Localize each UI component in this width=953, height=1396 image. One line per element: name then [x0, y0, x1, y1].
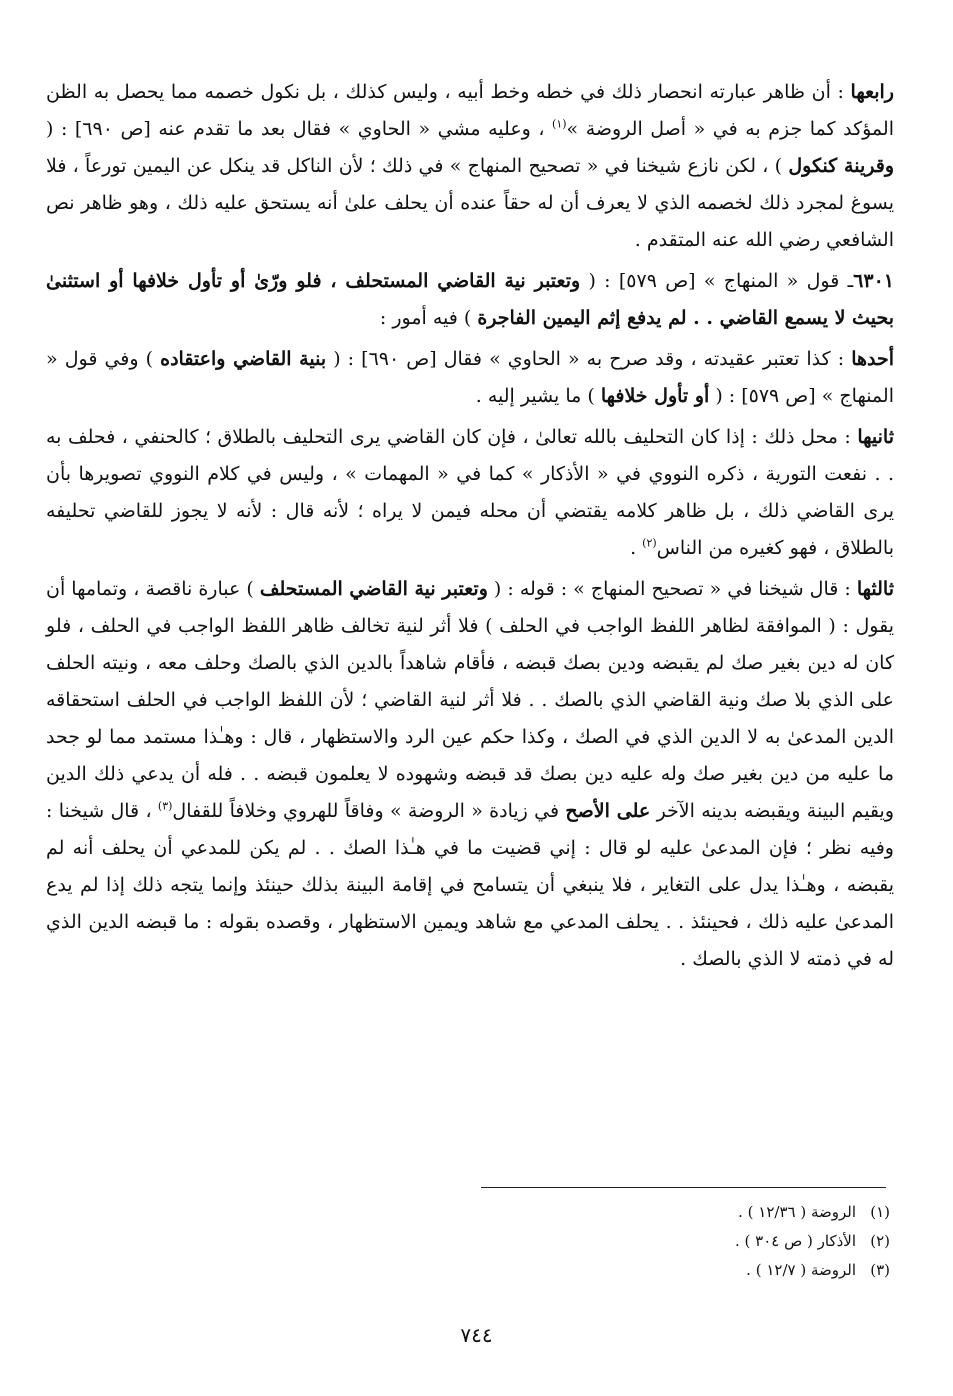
text-run: ) ، لكن نازع شيخنا في « تصحيح المنهاج » في ذلك ؛ لأن الناكل قد ينكل عن اليمين تورعاً ، فلا يسوغ لمجرد ذلك لخصمه الذي لا يعرف أن له حقاً عنده أن يحلف علىٰ أنه يستحق عليه ذلك ، وهو ظاهر نص الشافعي رضي الله عنه المتقدم . — [46, 155, 894, 251]
bold-text: ثانيها — [857, 426, 894, 448]
bold-text: وتعتبر نية القاضي المستحلف — [259, 578, 488, 600]
bold-text: أحدها — [851, 348, 894, 370]
footnote-number: (١) — [870, 1203, 890, 1221]
text-run: ) فيه أمور : — [379, 307, 478, 329]
paragraph — [46, 341, 894, 415]
footnote-ref: (١) — [552, 117, 567, 131]
footnote-number: (٣) — [870, 1261, 890, 1279]
text-run: . — [630, 537, 643, 559]
footnotes — [560, 1198, 890, 1285]
footnote-divider — [481, 1187, 886, 1188]
main-text — [46, 74, 894, 982]
footnote-text: الروضة ( ١٢/٧ ) . — [746, 1261, 856, 1279]
text-run: : أن ظاهر عبارته انحصار ذلك في خطه وخط أبيه ، وليس كذلك ، بل نكول خصمه مما يحصل به الظن المؤكد كما جزم به في « أصل الروضة » — [46, 81, 894, 140]
paragraph — [46, 263, 894, 337]
footnote-text: الأذكار ( ص ٣٠٤ ) . — [735, 1232, 856, 1250]
text-run: : قال شيخنا في « تصحيح المنهاج » : قوله : ( — [487, 578, 857, 600]
text-run: في زيادة « الروضة » وفاقاً للهروي وخلافاً للقفال — [172, 800, 566, 822]
footnote-number: (٢) — [870, 1232, 890, 1250]
paragraph — [46, 419, 894, 567]
page-number: ٧٤٤ — [460, 1323, 493, 1347]
bold-text: على الأصح — [565, 800, 651, 822]
footnote-text: الروضة ( ١٢/٣٦ ) . — [738, 1203, 856, 1221]
footnote — [560, 1256, 890, 1285]
text-run: : محل ذلك : إذا كان التحليف بالله تعالىٰ ، فإن كان القاضي يرى التحليف بالطلاق ؛ كالحنفي ، فحلف به . . نفعت التورية ، ذكره النووي في « الأذكار » كما في « المهمات » ، وليس في كلام النووي تصويرها بأن يرى القاضي ذلك ، بل ظاهر كلامه يقتضي أن محله فيمن لا يراه ؛ لأنه قال : لأنه لا يجوز للقاضي تحليفه بالطلاق ، فهو كغيره من الناس — [46, 426, 894, 559]
footnote — [560, 1227, 890, 1256]
bold-text: بنية القاضي واعتقاده — [160, 348, 327, 370]
footnote — [560, 1198, 890, 1227]
bold-text: وتعتبر نية القاضي المستحلف ، فلو ورّىٰ أو تأول خلافها أو استثنىٰ بحيث لا يسمع القاضي . . لم يدفع إثم اليمين الفاجرة — [46, 270, 894, 329]
paragraph — [46, 74, 894, 259]
footnote-ref: (٢) — [642, 536, 657, 550]
bold-text: أو تأول خلافها — [600, 385, 710, 407]
text-run: ، قال شيخنا : وفيه نظر ؛ فإن المدعىٰ عليه لو قال : إني قضيت ما في هـٰذا الصك . . لم يكن للمدعي أن يحلف أنه لم يقبضه ، وهـٰذا يدل على التغاير ، فلا ينبغي أن يتسامح في إقامة البينة بذلك حينئذ وإنما يتجه ذلك إذا لم يدع المدعىٰ عليه ذلك ، فحينئذ . . يحلف المدعي مع شاهد ويمين الاستظهار ، وقصده بقوله : ما قبضه الدين الذي له في ذمته لا الذي بالصك . — [46, 800, 894, 970]
footnote-ref: (٣) — [157, 799, 173, 813]
bold-text: وقرينة كنكول — [788, 155, 894, 177]
bold-text: ثالثها — [856, 578, 895, 600]
text-run: : كذا تعتبر عقيدته ، وقد صرح به « الحاوي » فقال [ص ٦٩٠] : ( — [326, 348, 852, 370]
bold-text: رابعها — [850, 81, 894, 103]
text-run: ) وفي قول « المنهاج » [ص ٥٧٩] : ( — [46, 348, 894, 407]
paragraph — [46, 571, 894, 978]
bold-text: ٦٣٠١ — [853, 270, 894, 292]
text-run: ، وعليه مشي « الحاوي » فقال بعد ما تقدم عنه [ص ٦٩٠] : ( — [46, 118, 553, 140]
text-run: ) ما يشير إليه . — [475, 385, 601, 407]
text-run: ـ قول « المنهاج » [ص ٥٧٩] : ( — [580, 270, 854, 292]
text-run: ) عبارة ناقصة ، وتمامها أن يقول : ( الموافقة لظاهر اللفظ الواجب في الحلف ) فلا أثر لنية تخالف ظاهر اللفظ الواجب في الحلف ، فلو كان له دين بغير صك لم يقبضه ودين بصك قبضه ، فأقام شاهداً بالدين الذي بالصك وحلف معه ، ونيته الحلف على الذي بلا صك ونية القاضي الذي بالصك . . فلا أثر لنية القاضي ؛ لأن اللفظ الواجب في الحلف استحقاقه الدين المدعىٰ به لا الدين الذي في الصك ، وكذا حكم عين الرد والاستظهار ، قال : وهـٰذا مستمد مما لو جحد ما عليه من دين بغير صك وله عليه دين بصك قد قبضه وشهوده لا يعلمون قبضه . . فله أن يدعي ذلك الدين ويقيم البينة ويقبضه بدينه الآخر — [46, 578, 895, 822]
